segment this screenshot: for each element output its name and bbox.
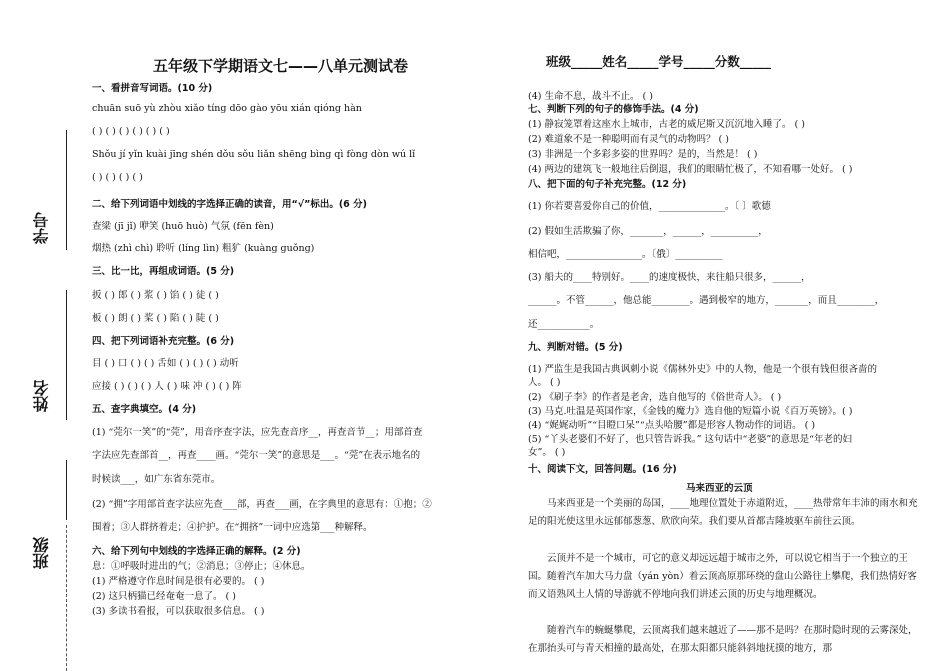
explanation-item-4: (4) 生命不息，战斗不止。 ( ) xyxy=(528,91,653,102)
section-2-title: 二、给下列词语中划线的字选择正确的读音，用“√”标出。(6 分) xyxy=(92,199,367,210)
section-3-title: 三、比一比，再组成词语。(5 分) xyxy=(92,266,235,277)
pinyin-row-1: chuān suō yù zhòu xiǎo tíng dōo gào yōu xián qióng hàn xyxy=(92,103,362,114)
right-column xyxy=(528,0,928,671)
rhetoric-item-2: (2) 难道象不是一种聪明而有灵气的动物吗？ ( ) xyxy=(528,134,729,145)
pronunciation-row-1: 查梁 (jī jǐ) 咿笑 (huō huò) 气氛 (fēn fèn) xyxy=(92,221,274,232)
compare-row-2: 板 ( ) 朗 ( ) 桨 ( ) 陷 ( ) 陡 ( ) xyxy=(92,313,219,324)
section-6-title: 六、给下列句中划线的字选择正确的解释。(2 分) xyxy=(92,546,301,557)
definition-line: 息：①呼吸时进出的气；②消息；③停止；④休息。 xyxy=(92,561,311,572)
complete-sentence-3c: 还___________。 xyxy=(528,319,600,330)
dictionary-q1-line1: (1) “莞尔一笑”的“莞”，用音序查字法，应先查音序__，再查音节__；用部首查 xyxy=(92,427,423,438)
complete-sentence-3a: (3) 船夫的____特别好。____的速度极快，来往船只很多，______， xyxy=(528,272,811,283)
answer-brackets-row-1: ( ) ( ) ( ) ( ) ( ) ( ) xyxy=(92,126,170,137)
reading-paragraph-3: 随着汽车的蜿蜒攀爬，云顶离我们越来越近了——那不是吗？在那时隐时现的云雾深处，在那抬头可与青天相撞的最高处，在那太阳都只能斜斜地抚摸的地方，那 xyxy=(528,625,918,654)
margin-line-mid xyxy=(66,290,67,420)
explanation-item-2: (2) 这只柄猫已经奄奄一息了。 ( ) xyxy=(92,591,236,602)
rhetoric-item-4: (4) 两边的建筑飞一般地往后倒退，我们的眼睛忙极了，不知看哪一处好。 ( ) xyxy=(528,164,853,175)
dictionary-q1-line2: 字法应先查部首__，再查____画。“莞尔一笑”的意思是___。“莞”在表示地名的 xyxy=(92,450,421,461)
class-label: 班级 xyxy=(32,537,51,569)
answer-brackets-row-2: ( ) ( ) ( ) ( ) xyxy=(92,172,143,183)
true-false-2: (2) 《刷子李》的作者是老舍，选自他写的《俗世奇人》。 ( ) xyxy=(528,392,782,403)
margin-dashed-line xyxy=(66,525,67,671)
margin-line-top xyxy=(66,130,67,250)
complete-sentence-3b: ______。不管______，他总能________。遇到极窄的地方，_______，而且________， xyxy=(528,295,885,306)
dictionary-q2-line2: 围着；③人群挤着走；④护护。在“拥挤”一词中应选第___种解释。 xyxy=(92,522,373,533)
complete-sentence-1: (1) 你若要喜爱你自己的价值，______________。〔 〕歌德 xyxy=(528,201,771,212)
header-info: 班级_____姓名_____学号_____分数_____ xyxy=(546,54,772,69)
section-10-title: 十、阅读下文，回答问题。(16 分) xyxy=(528,464,677,475)
explanation-item-3: (3) 多读书看报，可以获取很多信息。 ( ) xyxy=(92,606,265,617)
section-5-title: 五、查字典填空。(4 分) xyxy=(92,404,197,415)
reading-paragraph-1: 马来西亚是一个美丽的岛国，____地理位置处于赤道附近，____热带常年丰沛的雨水和充足的阳光使这里永远郁郁葱葱、欣欣向荣。我们要从首都吉隆坡驱车前往云顶。 xyxy=(528,498,918,527)
student-id-label: 学号 xyxy=(32,212,51,244)
reading-title: 马来西亚的云顶 xyxy=(686,483,753,494)
reading-paragraph-2: 云顶并不是一个城市，可它的意义却远远超于城市之外，可以说它相当于一个独立的王国。随着汽车加大马力盘（yán yòn）着云顶高原那环绕的盘山公路往上攀爬，我们热情好客而又语熟风土人情的导游就不停地向我们讲述云顶的历史与地理概况。 xyxy=(528,553,917,600)
section-9-title: 九、判断对错。(5 分) xyxy=(528,342,623,353)
rhetoric-item-1: (1) 静寂笼罩着这座水上城市，古老的威尼斯又沉沉地入睡了。 ( ) xyxy=(528,119,805,130)
true-false-3: (3) 马克.吐温是英国作家，《金钱的魔力》选自他的短篇小说《百万英镑》。( ) xyxy=(528,406,853,417)
section-4-title: 四、把下列词语补充完整。(6 分) xyxy=(92,336,235,347)
name-label: 姓名 xyxy=(32,380,51,412)
pinyin-row-2: Shǒu jí yǐn kuài jīng shén dǒu sǒu liǎn shēng bìng qì fòng dòn wú lǐ xyxy=(92,149,416,160)
compare-row-1: 扳 ( ) 郎 ( ) 浆 ( ) 馅 ( ) 徒 ( ) xyxy=(92,290,219,301)
dictionary-q2-line1: (2) “拥”字用部首查字法应先查___部，再查___画，在字典里的意思有：①抱；② xyxy=(92,499,432,510)
explanation-item-1: (1) 严格遵守作息时间是很有必要的。 ( ) xyxy=(92,576,265,587)
pronunciation-row-2: 烟热 (zhì chì) 聆听 (líng lìn) 粗犷 (kuàng guǒng) xyxy=(92,243,315,254)
true-false-1a: (1) 严监生是我国古典讽刺小说《儒林外史》中的人物，他是一个很有钱但很吝啬的 xyxy=(528,364,877,375)
idiom-row-1: 目 ( ) 口 ( ) ( ) 舌如 ( ) ( ) ( ) 动听 xyxy=(92,358,239,369)
true-false-5b: 女”。 ( ) xyxy=(528,447,566,458)
idiom-row-2: 应接 ( ) ( ) ( ) 人 ( ) 味 冲 ( ) ( ) 阵 xyxy=(92,381,242,392)
dictionary-q1-line3: 时候读___，如广东省东莞市。 xyxy=(92,474,221,485)
left-column xyxy=(92,0,487,671)
complete-sentence-2b: 相信吧，________________。〔俄〕__________ xyxy=(528,249,723,260)
margin-line-low xyxy=(66,460,67,520)
true-false-5a: (5) “丫头老婆们不好了，也只管告诉我。” 这句话中“老婆”的意思是“年老的妇 xyxy=(528,434,853,445)
true-false-1b: 人。 ( ) xyxy=(528,377,561,388)
rhetoric-item-3: (3) 非洲是一个多彩多姿的世界吗？是的，当然是！ ( ) xyxy=(528,149,758,160)
true-false-4: (4) “娓娓动听”“目瞪口呆”“点头哈腰”都是形容人物动作的词语。 ( ) xyxy=(528,420,816,431)
page-title: 五年级下学期语文七——八单元测试卷 xyxy=(153,57,409,75)
section-7-title: 七、判断下列的句子的修饰手法。(4 分) xyxy=(528,104,699,115)
section-8-title: 八、把下面的句子补充完整。(12 分) xyxy=(528,179,687,190)
section-1-title: 一、看拼音写词语。(10 分) xyxy=(92,83,213,94)
complete-sentence-2a: (2) 假如生活欺骗了你，_______，______，__________， xyxy=(528,226,768,237)
